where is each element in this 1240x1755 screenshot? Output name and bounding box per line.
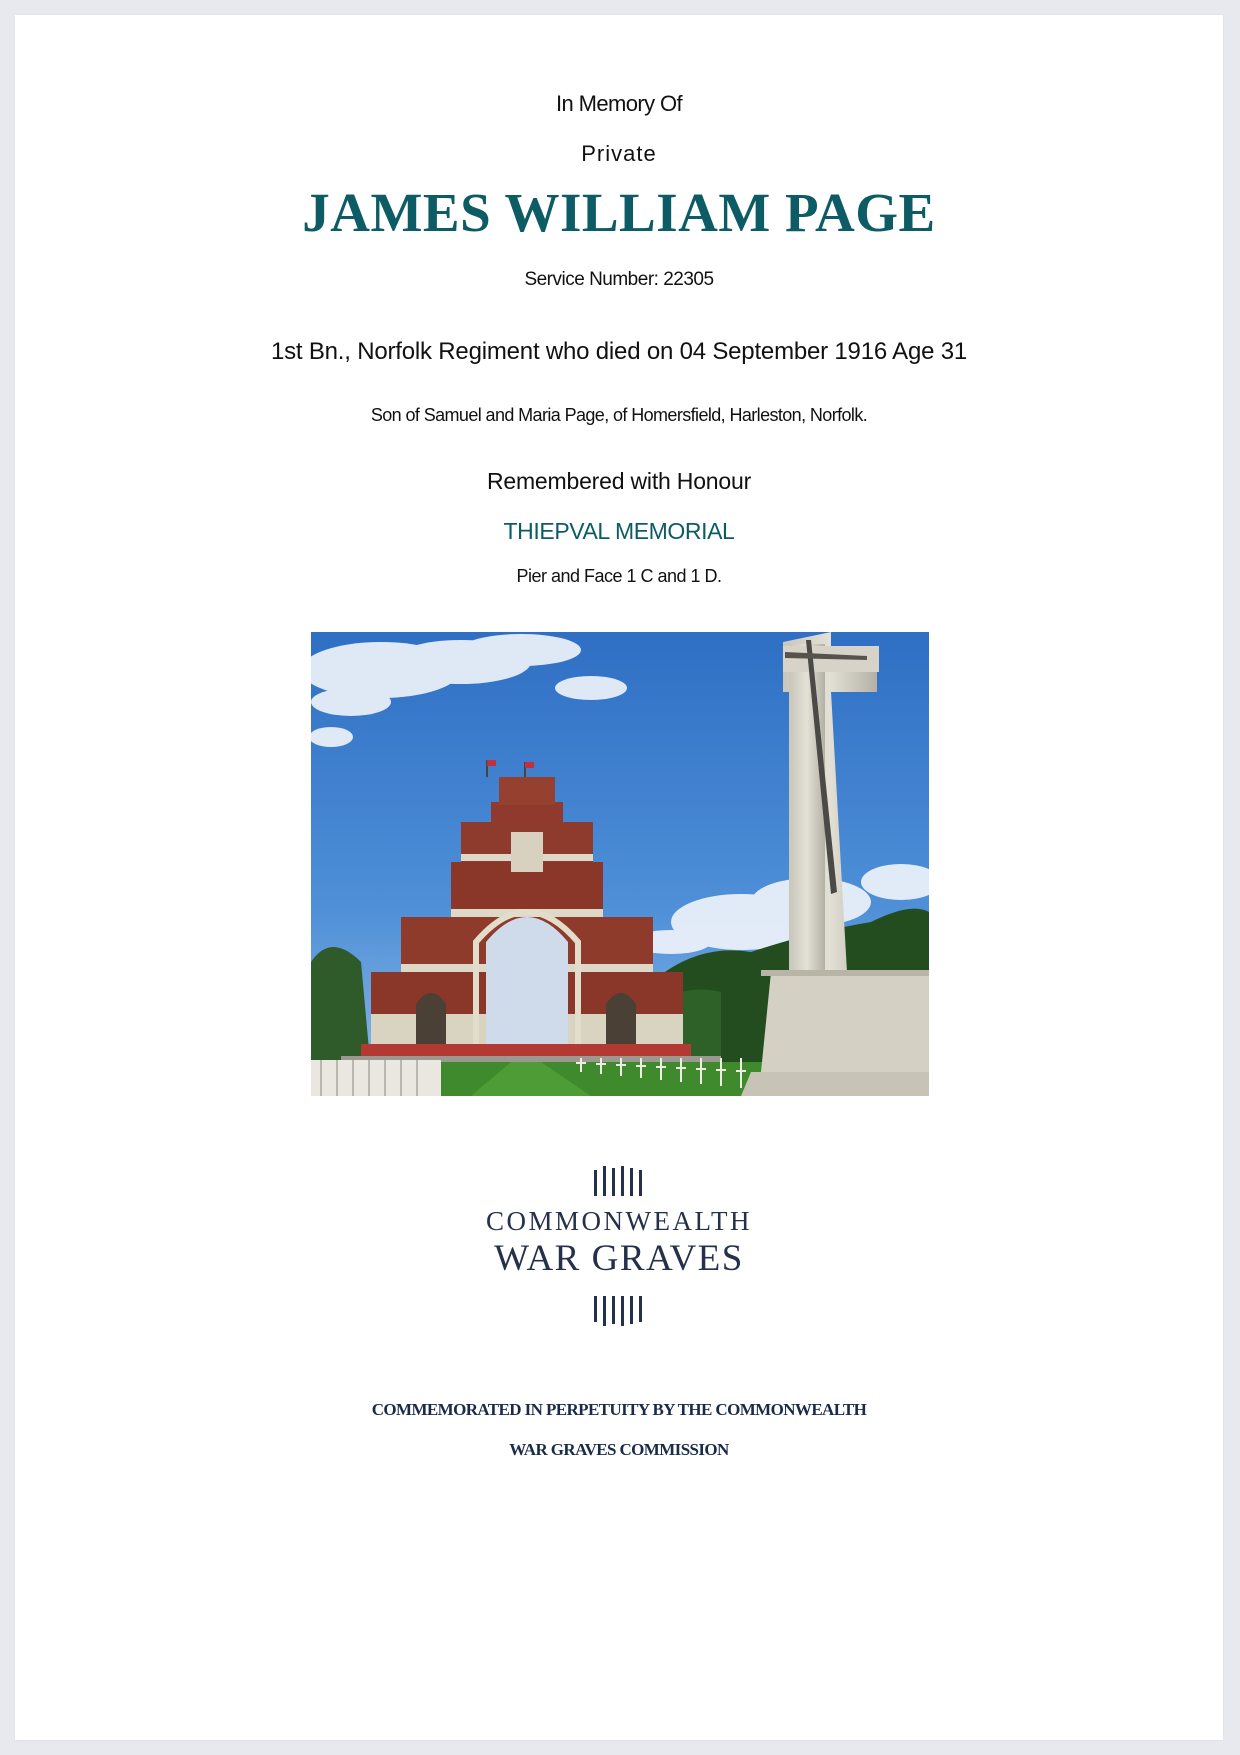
intro-text: In Memory Of [555, 91, 683, 116]
unit-and-death-text: 1st Bn., Norfolk Regiment who died on 04 September 1916 Age 31 [270, 338, 968, 365]
logo-bars-top-icon [15, 1166, 1223, 1201]
commemoration-line-1: COMMEMORATED IN PERPETUITY BY THE COMMONWEALTH [371, 1400, 867, 1419]
memorial-location: Pier and Face 1 C and 1 D. [516, 566, 722, 586]
honour-text: Remembered with Honour [486, 468, 752, 494]
logo-war-graves: WAR GRAVES [494, 1238, 744, 1279]
soldier-name: JAMES WILLIAM PAGE [302, 182, 936, 243]
memorial-photo [311, 632, 929, 1096]
service-number: Service Number: 22305 [524, 269, 714, 290]
memorial-name: THIEPVAL MEMORIAL [503, 518, 735, 544]
family-text: Son of Samuel and Maria Page, of Homersfield, Harleston, Norfolk. [370, 405, 868, 425]
logo-bars-bottom-icon [15, 1296, 1223, 1331]
logo-commonwealth: COMMONWEALTH [486, 1206, 752, 1236]
certificate-page [15, 15, 1223, 1740]
commemoration-line-2: WAR GRAVES COMMISSION [509, 1440, 729, 1459]
rank-text: Private [581, 141, 657, 166]
